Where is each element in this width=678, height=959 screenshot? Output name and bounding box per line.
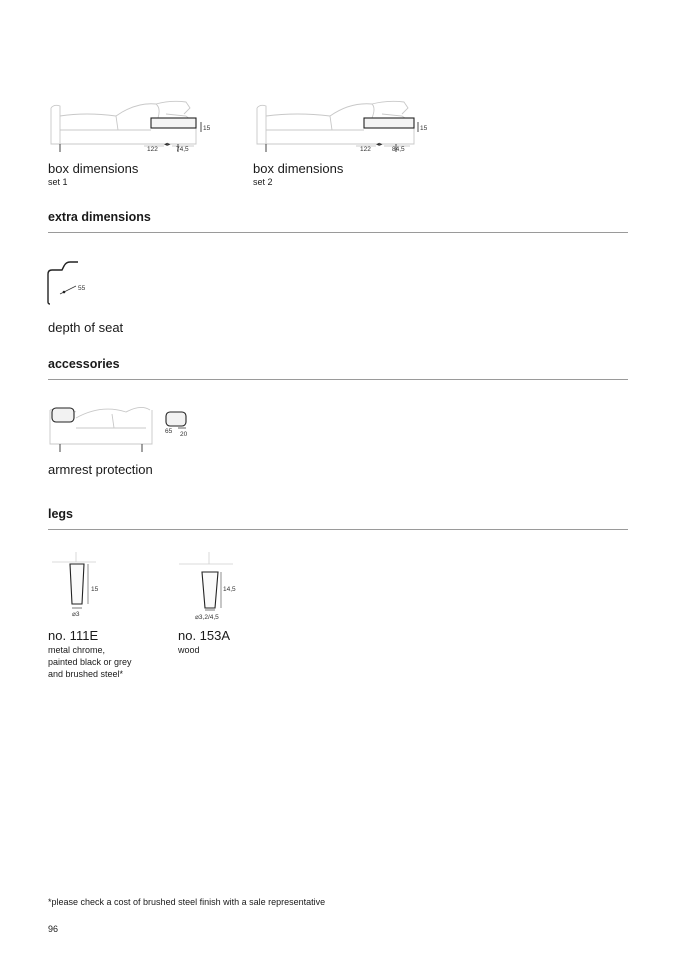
box-set1-length: 122 [147, 146, 158, 153]
armrest-caption: armrest protection [48, 462, 153, 477]
section-divider [48, 529, 628, 530]
seat-depth-drawing [44, 258, 114, 314]
leg-153a-model: no. 153A [178, 628, 231, 643]
svg-text:◂▸: ◂▸ [376, 141, 383, 148]
leg-153a-drawing [175, 550, 245, 622]
armrest-sofa-drawing [46, 400, 156, 458]
box-set2-drawing [252, 94, 432, 160]
page-number: 96 [48, 924, 59, 934]
armrest-protection-drawing [162, 410, 198, 440]
leg-111e-desc-line: metal chrome, [48, 645, 106, 655]
legs-heading: legs [48, 507, 74, 521]
leg-111e-drawing [48, 550, 108, 622]
box-set1-drawing [46, 94, 216, 160]
section-divider [48, 232, 628, 233]
armrest-dim-a: 65 [165, 428, 173, 435]
section-divider [48, 379, 628, 380]
seat-depth-value: 55 [78, 285, 86, 292]
box-set2-subtitle: set 2 [253, 177, 273, 187]
leg-153a-desc-line: wood [178, 645, 200, 655]
seat-depth-caption: depth of seat [48, 320, 124, 335]
leg-111e-description [48, 644, 132, 680]
accessories-heading: accessories [48, 357, 120, 371]
leg-111e-desc-line: painted black or grey [48, 657, 132, 667]
box-set1-subtitle: set 1 [48, 177, 68, 187]
box-set2-height: 15 [420, 125, 428, 132]
box-set2-length: 122 [360, 146, 371, 153]
box-set2-title: box dimensions [253, 161, 344, 176]
leg-111e-height: 15 [91, 586, 99, 593]
leg-111e-desc-line: and brushed steel* [48, 669, 124, 679]
leg-153a-height: 14,5 [223, 586, 236, 593]
svg-text:◂▸: ◂▸ [164, 141, 171, 148]
leg-111e-diameter: ⌀3 [72, 611, 80, 618]
leg-153a-description [178, 644, 200, 656]
box-set2-width: 84,5 [392, 146, 405, 153]
box-set1-height: 15 [203, 125, 211, 132]
extra-dimensions-heading: extra dimensions [48, 210, 151, 224]
armrest-dim-b: 20 [180, 431, 188, 438]
box-set1-title: box dimensions [48, 161, 139, 176]
leg-153a-diameter: ⌀3,2/4,5 [195, 614, 219, 621]
leg-111e-model: no. 111E [48, 628, 99, 643]
box-set1-width: 74,5 [176, 146, 189, 153]
footnote: *please check a cost of brushed steel finish with a sale representative [48, 897, 326, 907]
